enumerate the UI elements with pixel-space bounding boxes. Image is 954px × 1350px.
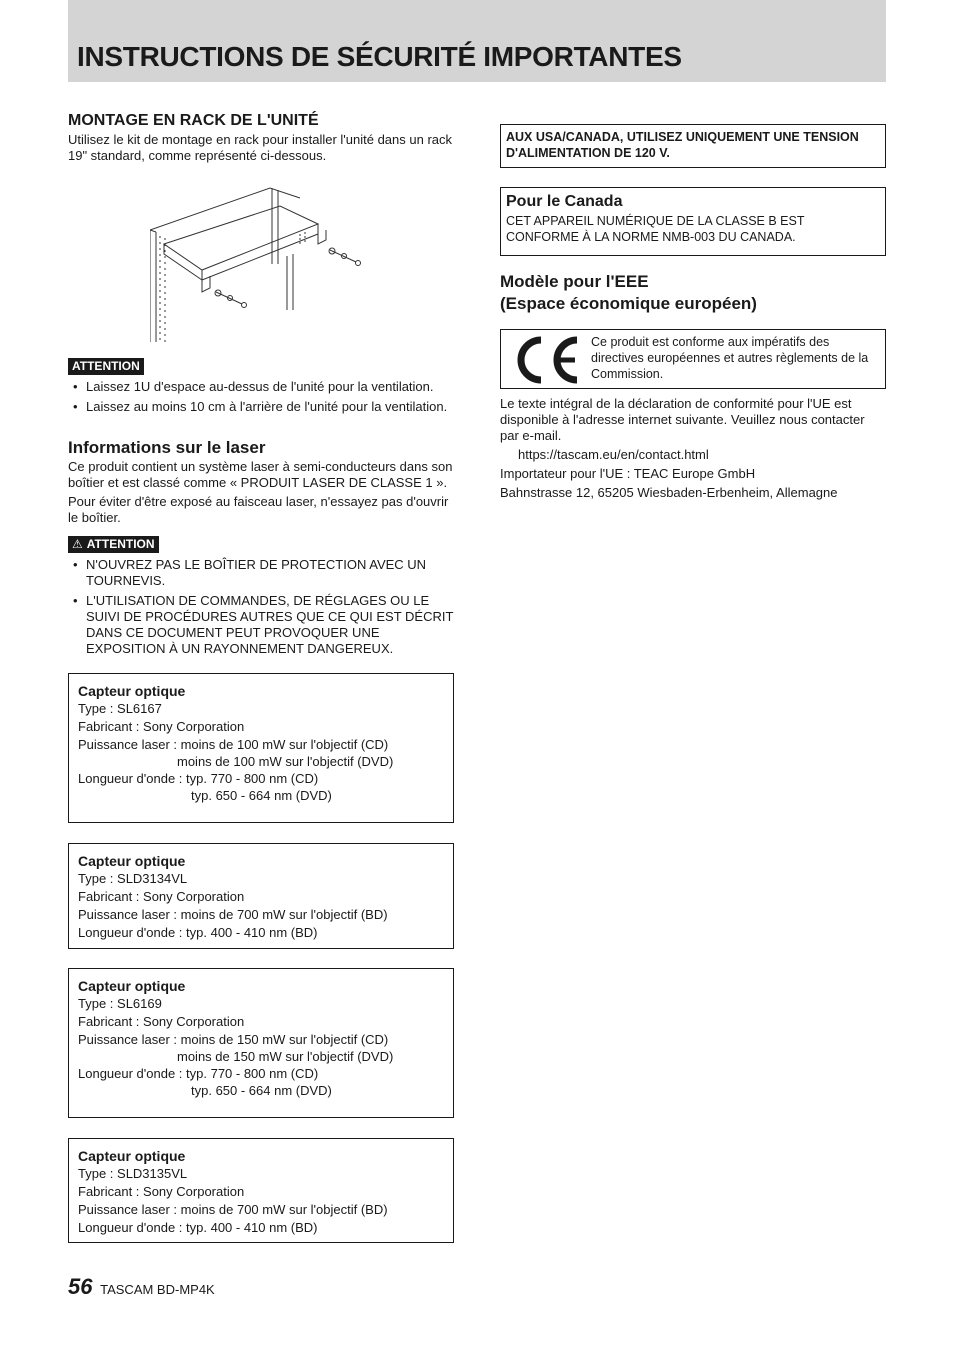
pickup-maker: Fabricant : Sony Corporation [78, 719, 245, 734]
ce-conformity-box [500, 329, 886, 389]
pickup-type: Type : SL6169 [78, 996, 162, 1011]
attention-text: ATTENTION [86, 537, 155, 551]
canada-box [500, 187, 886, 256]
pickup-power: Puissance laser : moins de 100 mW sur l'objectif (CD) [78, 737, 389, 752]
pickup-type: Type : SLD3135VL [78, 1166, 188, 1181]
pickup-maker: Fabricant : Sony Corporation [78, 1184, 245, 1199]
laser-info-para: Pour éviter d'être exposé au faisceau laser, n'essayez pas d'ouvrir le boîtier. [68, 494, 449, 525]
list-item: • Laissez 1U d'espace au-dessus de l'unité pour la ventilation. [68, 379, 454, 395]
pickup-type: Type : SL6167 [78, 701, 162, 716]
pickup-wavelength: Longueur d'onde : typ. 400 - 410 nm (BD) [78, 1220, 318, 1235]
page-number: 56 [68, 1274, 93, 1299]
list-item: • L'UTILISATION DE COMMANDES, DE RÉGLAGES OU LE SUIVI DE PROCÉDURES AUTRES QUE CE QUI EST DÉCRIT DANS CE DOCUMENT PEUT PROVOQUER UNE EXPOSITION À UN RAYONNEMENT DANGEREUX. [68, 593, 454, 657]
pickup-wavelength: Longueur d'onde : typ. 400 - 410 nm (BD) [78, 925, 318, 940]
laser-info-section [68, 437, 454, 657]
warning-triangle-icon: ⚠ [72, 537, 83, 551]
ce-text: Ce produit est conforme aux impératifs des directives européennes et autres règlements de la Commission. [591, 335, 869, 381]
importer-text: Importateur pour l'UE : TEAC Europe GmbH [500, 466, 756, 481]
box-title: Capteur optique [78, 683, 186, 699]
rack-mount-intro: Utilisez le kit de montage en rack pour installer l'unité dans un rack 19" standard, comme représenté ci-dessous. [68, 132, 453, 163]
list-item: • Laissez au moins 10 cm à l'arrière de l'unité pour la ventilation. [68, 399, 454, 415]
laser-info-heading: Informations sur le laser [68, 438, 266, 457]
header-band [68, 0, 886, 82]
canada-text: CET APPAREIL NUMÉRIQUE DE LA CLASSE B EST CONFORME À LA NORME NMB-003 DU CANADA. [506, 214, 805, 244]
pickup-power: Puissance laser : moins de 700 mW sur l'objectif (BD) [78, 1202, 388, 1217]
attention-label: ATTENTION [68, 358, 144, 375]
ce-mark-icon [515, 336, 585, 384]
optical-pickup-box [68, 673, 454, 823]
pickup-power: Puissance laser : moins de 150 mW sur l'objectif (CD) [78, 1032, 389, 1047]
pickup-wavelength: Longueur d'onde : typ. 770 - 800 nm (CD) [78, 1066, 319, 1081]
importer-address: Bahnstrasse 12, 65205 Wiesbaden-Erbenheim, Allemagne [500, 485, 838, 500]
right-column [500, 124, 886, 501]
rack-bullet-list [68, 379, 454, 415]
pickup-wavelength: typ. 650 - 664 nm (DVD) [191, 788, 332, 803]
voltage-notice-box: AUX USA/CANADA, UTILISEZ UNIQUEMENT UNE TENSION D'ALIMENTATION DE 120 V. [500, 124, 886, 168]
pickup-type: Type : SLD3134VL [78, 871, 188, 886]
pickup-power: moins de 150 mW sur l'objectif (DVD) [177, 1049, 394, 1064]
eee-heading [500, 271, 886, 315]
declaration-text: Le texte intégral de la déclaration de conformité pour l'UE est disponible à l'adresse internet suivante. Veuillez nous contacter par e-mail. [500, 396, 865, 443]
box-title: Capteur optique [78, 1148, 186, 1164]
rack-mount-heading: MONTAGE EN RACK DE L'UNITÉ [68, 112, 319, 129]
left-column [68, 110, 454, 1243]
eee-section [500, 271, 886, 501]
page-footer [68, 1274, 215, 1299]
laser-bullet-list [68, 557, 454, 657]
list-item: • N'OUVREZ PAS LE BOÎTIER DE PROTECTION AVEC UN TOURNEVIS. [68, 557, 454, 589]
box-title: Capteur optique [78, 853, 186, 869]
laser-info-para: Ce produit contient un système laser à semi-conducteurs dans son boîtier et est classé comme « PRODUIT LASER DE CLASSE 1 ». [68, 459, 453, 490]
optical-pickup-box [68, 968, 454, 1118]
pickup-wavelength: typ. 650 - 664 nm (DVD) [191, 1083, 332, 1098]
contact-link[interactable]: https://tascam.eu/en/contact.html [518, 447, 709, 462]
page-title: INSTRUCTIONS DE SÉCURITÉ IMPORTANTES [77, 41, 682, 72]
optical-pickup-box [68, 1138, 454, 1243]
canada-title: Pour le Canada [506, 193, 623, 210]
optical-pickup-box [68, 843, 454, 949]
rack-mount-illustration [150, 184, 380, 344]
box-title: Capteur optique [78, 978, 186, 994]
model-name: TASCAM BD-MP4K [100, 1282, 215, 1297]
rack-mount-section [68, 110, 454, 415]
pickup-power: moins de 100 mW sur l'objectif (DVD) [177, 754, 394, 769]
pickup-wavelength: Longueur d'onde : typ. 770 - 800 nm (CD) [78, 771, 319, 786]
pickup-maker: Fabricant : Sony Corporation [78, 889, 245, 904]
pickup-power: Puissance laser : moins de 700 mW sur l'objectif (BD) [78, 907, 388, 922]
pickup-maker: Fabricant : Sony Corporation [78, 1014, 245, 1029]
eee-heading-line: Modèle pour l'EEE [500, 272, 649, 291]
eee-heading-line: (Espace économique européen) [500, 294, 757, 313]
attention-label [68, 536, 159, 553]
